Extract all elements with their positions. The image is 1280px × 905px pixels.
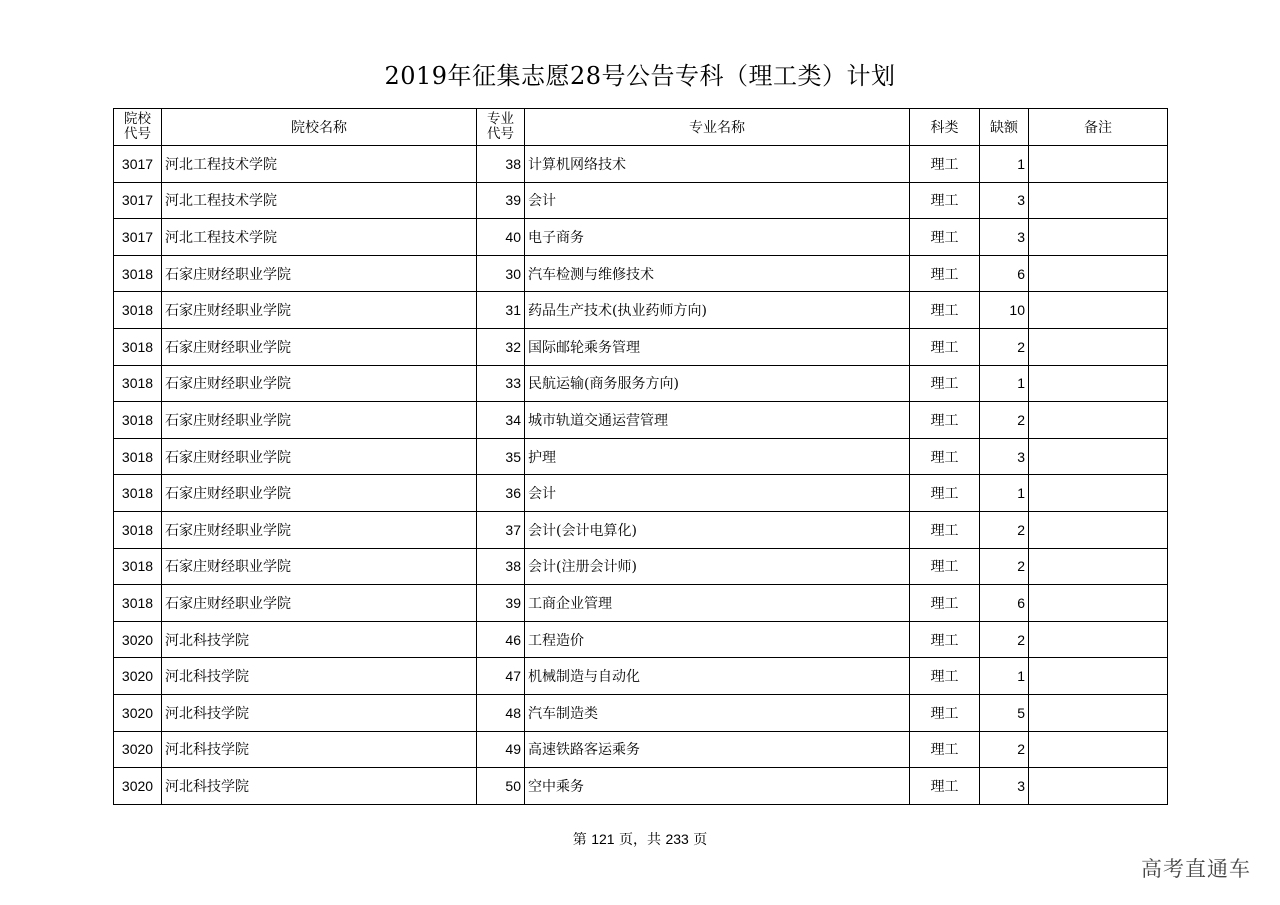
cell-remarks <box>1029 694 1168 731</box>
cell-remarks <box>1029 475 1168 512</box>
cell-vacancies: 5 <box>980 694 1029 731</box>
cell-remarks <box>1029 402 1168 439</box>
cell-vacancies: 1 <box>980 658 1029 695</box>
cell-vacancies: 10 <box>980 292 1029 329</box>
cell-major-name: 高速铁路客运乘务 <box>525 731 910 768</box>
cell-category: 理工 <box>910 292 980 329</box>
cell-school-code: 3017 <box>114 182 162 219</box>
cell-school-code: 3020 <box>114 768 162 805</box>
table-header-row <box>114 109 1168 146</box>
table-row <box>114 694 1168 731</box>
cell-school-code: 3018 <box>114 511 162 548</box>
cell-remarks <box>1029 731 1168 768</box>
table-row <box>114 731 1168 768</box>
cell-remarks <box>1029 585 1168 622</box>
cell-school-code: 3017 <box>114 146 162 183</box>
cell-major-name: 工商企业管理 <box>525 585 910 622</box>
cell-category: 理工 <box>910 182 980 219</box>
cell-major-code: 49 <box>477 731 525 768</box>
header-school-name: 院校名称 <box>162 109 477 146</box>
cell-major-name: 城市轨道交通运营管理 <box>525 402 910 439</box>
cell-major-code: 33 <box>477 365 525 402</box>
cell-category: 理工 <box>910 328 980 365</box>
cell-school-name: 石家庄财经职业学院 <box>162 292 477 329</box>
cell-major-name: 民航运输(商务服务方向) <box>525 365 910 402</box>
cell-major-code: 38 <box>477 146 525 183</box>
cell-major-code: 37 <box>477 511 525 548</box>
cell-major-name: 计算机网络技术 <box>525 146 910 183</box>
cell-remarks <box>1029 768 1168 805</box>
cell-school-code: 3018 <box>114 365 162 402</box>
cell-category: 理工 <box>910 475 980 512</box>
cell-major-code: 39 <box>477 585 525 622</box>
cell-school-code: 3018 <box>114 475 162 512</box>
cell-school-name: 石家庄财经职业学院 <box>162 255 477 292</box>
cell-major-code: 34 <box>477 402 525 439</box>
cell-remarks <box>1029 438 1168 475</box>
cell-vacancies: 6 <box>980 255 1029 292</box>
cell-school-name: 石家庄财经职业学院 <box>162 365 477 402</box>
cell-school-code: 3018 <box>114 255 162 292</box>
header-category: 科类 <box>910 109 980 146</box>
cell-vacancies: 3 <box>980 219 1029 256</box>
header-major-code: 专业 代号 <box>477 109 525 146</box>
header-remarks: 备注 <box>1029 109 1168 146</box>
plan-table <box>113 108 1168 805</box>
cell-major-name: 会计 <box>525 475 910 512</box>
cell-major-name: 会计 <box>525 182 910 219</box>
cell-major-name: 会计(会计电算化) <box>525 511 910 548</box>
cell-major-name: 电子商务 <box>525 219 910 256</box>
table-row <box>114 292 1168 329</box>
table-row <box>114 438 1168 475</box>
cell-school-name: 石家庄财经职业学院 <box>162 402 477 439</box>
cell-vacancies: 2 <box>980 548 1029 585</box>
cell-school-name: 河北工程技术学院 <box>162 219 477 256</box>
table-row <box>114 475 1168 512</box>
cell-school-code: 3018 <box>114 292 162 329</box>
table-row <box>114 658 1168 695</box>
cell-major-code: 38 <box>477 548 525 585</box>
cell-vacancies: 1 <box>980 475 1029 512</box>
cell-vacancies: 2 <box>980 621 1029 658</box>
cell-major-code: 40 <box>477 219 525 256</box>
cell-category: 理工 <box>910 255 980 292</box>
cell-school-code: 3020 <box>114 658 162 695</box>
watermark-text: 高考直通车 <box>1141 857 1251 881</box>
cell-major-name: 会计(注册会计师) <box>525 548 910 585</box>
cell-school-name: 石家庄财经职业学院 <box>162 328 477 365</box>
cell-vacancies: 2 <box>980 328 1029 365</box>
cell-major-name: 国际邮轮乘务管理 <box>525 328 910 365</box>
table-row <box>114 182 1168 219</box>
cell-school-code: 3018 <box>114 328 162 365</box>
cell-major-name: 机械制造与自动化 <box>525 658 910 695</box>
header-major-name: 专业名称 <box>525 109 910 146</box>
cell-remarks <box>1029 548 1168 585</box>
cell-school-code: 3018 <box>114 548 162 585</box>
cell-school-code: 3018 <box>114 438 162 475</box>
cell-category: 理工 <box>910 694 980 731</box>
cell-major-name: 护理 <box>525 438 910 475</box>
cell-major-code: 35 <box>477 438 525 475</box>
cell-remarks <box>1029 292 1168 329</box>
cell-school-code: 3018 <box>114 585 162 622</box>
cell-remarks <box>1029 658 1168 695</box>
cell-remarks <box>1029 182 1168 219</box>
cell-major-code: 36 <box>477 475 525 512</box>
header-school-code: 院校 代号 <box>114 109 162 146</box>
cell-school-code: 3020 <box>114 694 162 731</box>
cell-school-name: 河北科技学院 <box>162 621 477 658</box>
cell-school-name: 河北工程技术学院 <box>162 182 477 219</box>
cell-vacancies: 2 <box>980 511 1029 548</box>
cell-remarks <box>1029 328 1168 365</box>
cell-remarks <box>1029 146 1168 183</box>
table-row <box>114 146 1168 183</box>
table-row <box>114 768 1168 805</box>
cell-category: 理工 <box>910 219 980 256</box>
cell-school-code: 3017 <box>114 219 162 256</box>
cell-remarks <box>1029 219 1168 256</box>
cell-category: 理工 <box>910 621 980 658</box>
cell-vacancies: 3 <box>980 182 1029 219</box>
cell-vacancies: 1 <box>980 146 1029 183</box>
cell-category: 理工 <box>910 402 980 439</box>
cell-remarks <box>1029 255 1168 292</box>
cell-vacancies: 3 <box>980 438 1029 475</box>
cell-school-name: 石家庄财经职业学院 <box>162 475 477 512</box>
cell-category: 理工 <box>910 548 980 585</box>
cell-category: 理工 <box>910 511 980 548</box>
cell-school-name: 石家庄财经职业学院 <box>162 438 477 475</box>
cell-major-code: 47 <box>477 658 525 695</box>
cell-major-name: 空中乘务 <box>525 768 910 805</box>
cell-major-code: 30 <box>477 255 525 292</box>
cell-major-name: 汽车检测与维修技术 <box>525 255 910 292</box>
cell-school-name: 石家庄财经职业学院 <box>162 511 477 548</box>
table-row <box>114 511 1168 548</box>
table-row <box>114 365 1168 402</box>
cell-school-code: 3020 <box>114 731 162 768</box>
table-row <box>114 548 1168 585</box>
cell-school-code: 3020 <box>114 621 162 658</box>
cell-remarks <box>1029 365 1168 402</box>
cell-school-name: 河北科技学院 <box>162 768 477 805</box>
header-vacancies: 缺额 <box>980 109 1029 146</box>
cell-remarks <box>1029 511 1168 548</box>
cell-school-name: 石家庄财经职业学院 <box>162 548 477 585</box>
cell-school-name: 河北科技学院 <box>162 658 477 695</box>
cell-vacancies: 2 <box>980 402 1029 439</box>
cell-category: 理工 <box>910 658 980 695</box>
cell-category: 理工 <box>910 731 980 768</box>
cell-category: 理工 <box>910 438 980 475</box>
cell-school-name: 河北工程技术学院 <box>162 146 477 183</box>
table-row <box>114 255 1168 292</box>
cell-major-code: 46 <box>477 621 525 658</box>
cell-major-code: 39 <box>477 182 525 219</box>
cell-major-code: 48 <box>477 694 525 731</box>
cell-vacancies: 2 <box>980 731 1029 768</box>
cell-vacancies: 3 <box>980 768 1029 805</box>
cell-remarks <box>1029 621 1168 658</box>
table-row <box>114 328 1168 365</box>
cell-school-name: 河北科技学院 <box>162 731 477 768</box>
table-row <box>114 402 1168 439</box>
table-row <box>114 621 1168 658</box>
cell-major-name: 药品生产技术(执业药师方向) <box>525 292 910 329</box>
cell-school-code: 3018 <box>114 402 162 439</box>
cell-major-code: 50 <box>477 768 525 805</box>
cell-school-name: 石家庄财经职业学院 <box>162 585 477 622</box>
cell-category: 理工 <box>910 146 980 183</box>
cell-school-name: 河北科技学院 <box>162 694 477 731</box>
cell-vacancies: 6 <box>980 585 1029 622</box>
page-number: 第 121 页，共 233 页 <box>572 831 708 848</box>
cell-category: 理工 <box>910 585 980 622</box>
cell-category: 理工 <box>910 768 980 805</box>
cell-vacancies: 1 <box>980 365 1029 402</box>
cell-major-code: 32 <box>477 328 525 365</box>
cell-major-name: 汽车制造类 <box>525 694 910 731</box>
page-title: 2019年征集志愿28号公告专科（理工类）计划 <box>384 62 896 90</box>
table-row <box>114 585 1168 622</box>
cell-category: 理工 <box>910 365 980 402</box>
cell-major-code: 31 <box>477 292 525 329</box>
cell-major-name: 工程造价 <box>525 621 910 658</box>
table-row <box>114 219 1168 256</box>
